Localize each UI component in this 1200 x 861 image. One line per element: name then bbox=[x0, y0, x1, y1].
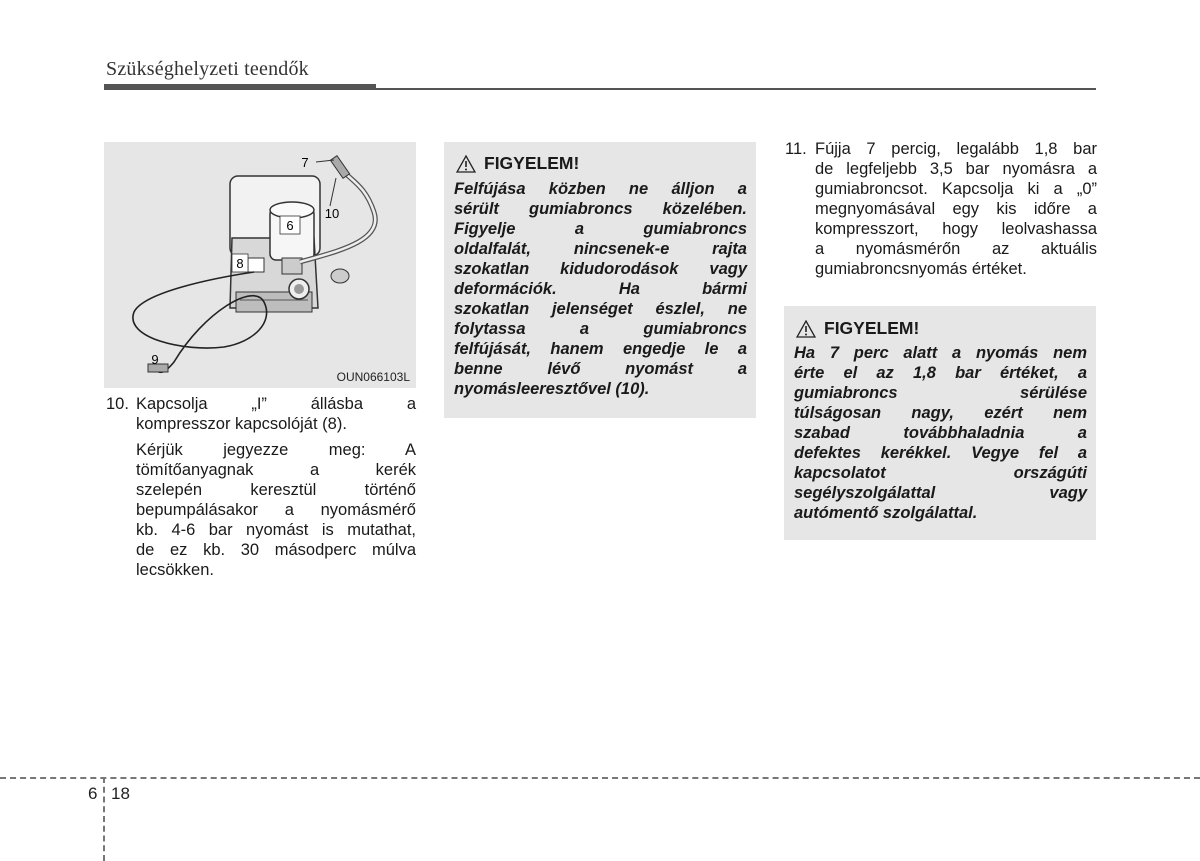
warning-line: túlságosan nagy, ezért nem bbox=[794, 404, 1087, 422]
step-10-line: kompresszor kapcsolóját (8). bbox=[136, 415, 347, 433]
compressor-illustration bbox=[104, 142, 416, 388]
warning-2-title: FIGYELEM! bbox=[824, 318, 920, 338]
note-line: tömítőanyagnak a kerék bbox=[136, 461, 416, 479]
warning-box-1 bbox=[444, 142, 756, 418]
callout-6: 6 bbox=[286, 218, 294, 233]
warning-line: Figyelje a gumiabroncs bbox=[454, 220, 747, 238]
warning-line: szokatlan jelenséget észlel, ne bbox=[454, 300, 747, 318]
step-11-line: de legfeljebb 3,5 bar nyomásra a bbox=[815, 160, 1097, 178]
callout-8: 8 bbox=[236, 256, 244, 271]
warning-1-title: FIGYELEM! bbox=[484, 153, 580, 173]
warning-line: sérült gumiabroncs közelében. bbox=[454, 200, 747, 218]
callout-7: 7 bbox=[301, 155, 309, 170]
warning-line: Felfújása közben ne álljon a bbox=[454, 180, 747, 198]
warning-2-text bbox=[794, 343, 1087, 523]
figure-code: OUN066103L bbox=[336, 370, 410, 384]
warning-line: autómentő szolgálattal. bbox=[794, 504, 978, 522]
note-line: kb. 4-6 bar nyomást is mutathat, bbox=[136, 521, 416, 539]
step-10-note bbox=[136, 440, 416, 580]
warning-box-2 bbox=[784, 306, 1096, 540]
step-11-line: megnyomásával egy kis időre a bbox=[815, 200, 1097, 218]
warning-line: kapcsolatot országúti bbox=[794, 464, 1087, 482]
step-11-line: gumiabroncsot. Kapcsolja ki a „0” bbox=[815, 180, 1097, 198]
header-rule-thin bbox=[376, 88, 1096, 90]
warning-2-header bbox=[796, 318, 919, 339]
chapter-number: 6 bbox=[88, 784, 98, 803]
step-11-line: gumiabroncsnyomás értéket. bbox=[815, 260, 1027, 278]
footer-vertical-divider bbox=[103, 777, 105, 861]
note-line: lecsökken. bbox=[136, 561, 214, 579]
warning-line: Ha 7 perc alatt a nyomás nem bbox=[794, 344, 1087, 362]
warning-line: gumiabroncs sérülése bbox=[794, 384, 1087, 402]
warning-line: deformációk. Ha bármi bbox=[454, 280, 747, 298]
warning-line: defektes kerékkel. Vegye fel a bbox=[794, 444, 1087, 462]
step-10 bbox=[106, 394, 416, 580]
callout-9: 9 bbox=[151, 352, 159, 367]
warning-line: oldalfalát, nincsenek-e rajta bbox=[454, 240, 747, 258]
warning-line: szokatlan kidudorodások vagy bbox=[454, 260, 747, 278]
page-number: 18 bbox=[111, 784, 130, 803]
step-10-line: Kapcsolja „I” állásba a bbox=[136, 395, 416, 413]
note-line: Kérjük jegyezze meg: A bbox=[136, 441, 416, 459]
warning-line: érte el az 1,8 bar értéket, a bbox=[794, 364, 1087, 382]
warning-line: segélyszolgálattal vagy bbox=[794, 484, 1087, 502]
warning-line: szabad továbbhaladnia a bbox=[794, 424, 1087, 442]
callout-10: 10 bbox=[324, 206, 340, 221]
step-11-line: Fújja 7 percig, legalább 1,8 bar bbox=[815, 140, 1097, 158]
warning-triangle-icon bbox=[456, 155, 476, 173]
footer-divider bbox=[0, 777, 1200, 779]
page-header-title: Szükséghelyzeti teendők bbox=[106, 58, 309, 80]
note-line: bepumpálásakor a nyomásmérő bbox=[136, 501, 416, 519]
warning-1-header bbox=[456, 153, 579, 174]
warning-triangle-icon bbox=[796, 320, 816, 338]
compressor-drawing bbox=[104, 142, 416, 388]
step-10-number: 10. bbox=[106, 395, 129, 413]
warning-line: benne lévő nyomást a bbox=[454, 360, 747, 378]
warning-line: folytassa a gumiabroncs bbox=[454, 320, 747, 338]
warning-line: nyomásleeresztővel (10). bbox=[454, 380, 650, 398]
step-11-line: a nyomásmérőn az aktuális bbox=[815, 240, 1097, 258]
warning-1-text bbox=[454, 179, 747, 399]
warning-line: felfújását, hanem engedje le a bbox=[454, 340, 747, 358]
step-11-number: 11. bbox=[785, 140, 807, 158]
note-line: de ez kb. 30 másodperc múlva bbox=[136, 541, 416, 559]
note-line: szelepén keresztül történő bbox=[136, 481, 416, 499]
step-11 bbox=[785, 139, 1097, 279]
step-11-line: kompresszort, hogy leolvashassa bbox=[815, 220, 1097, 238]
header-rule-thick bbox=[104, 84, 376, 90]
